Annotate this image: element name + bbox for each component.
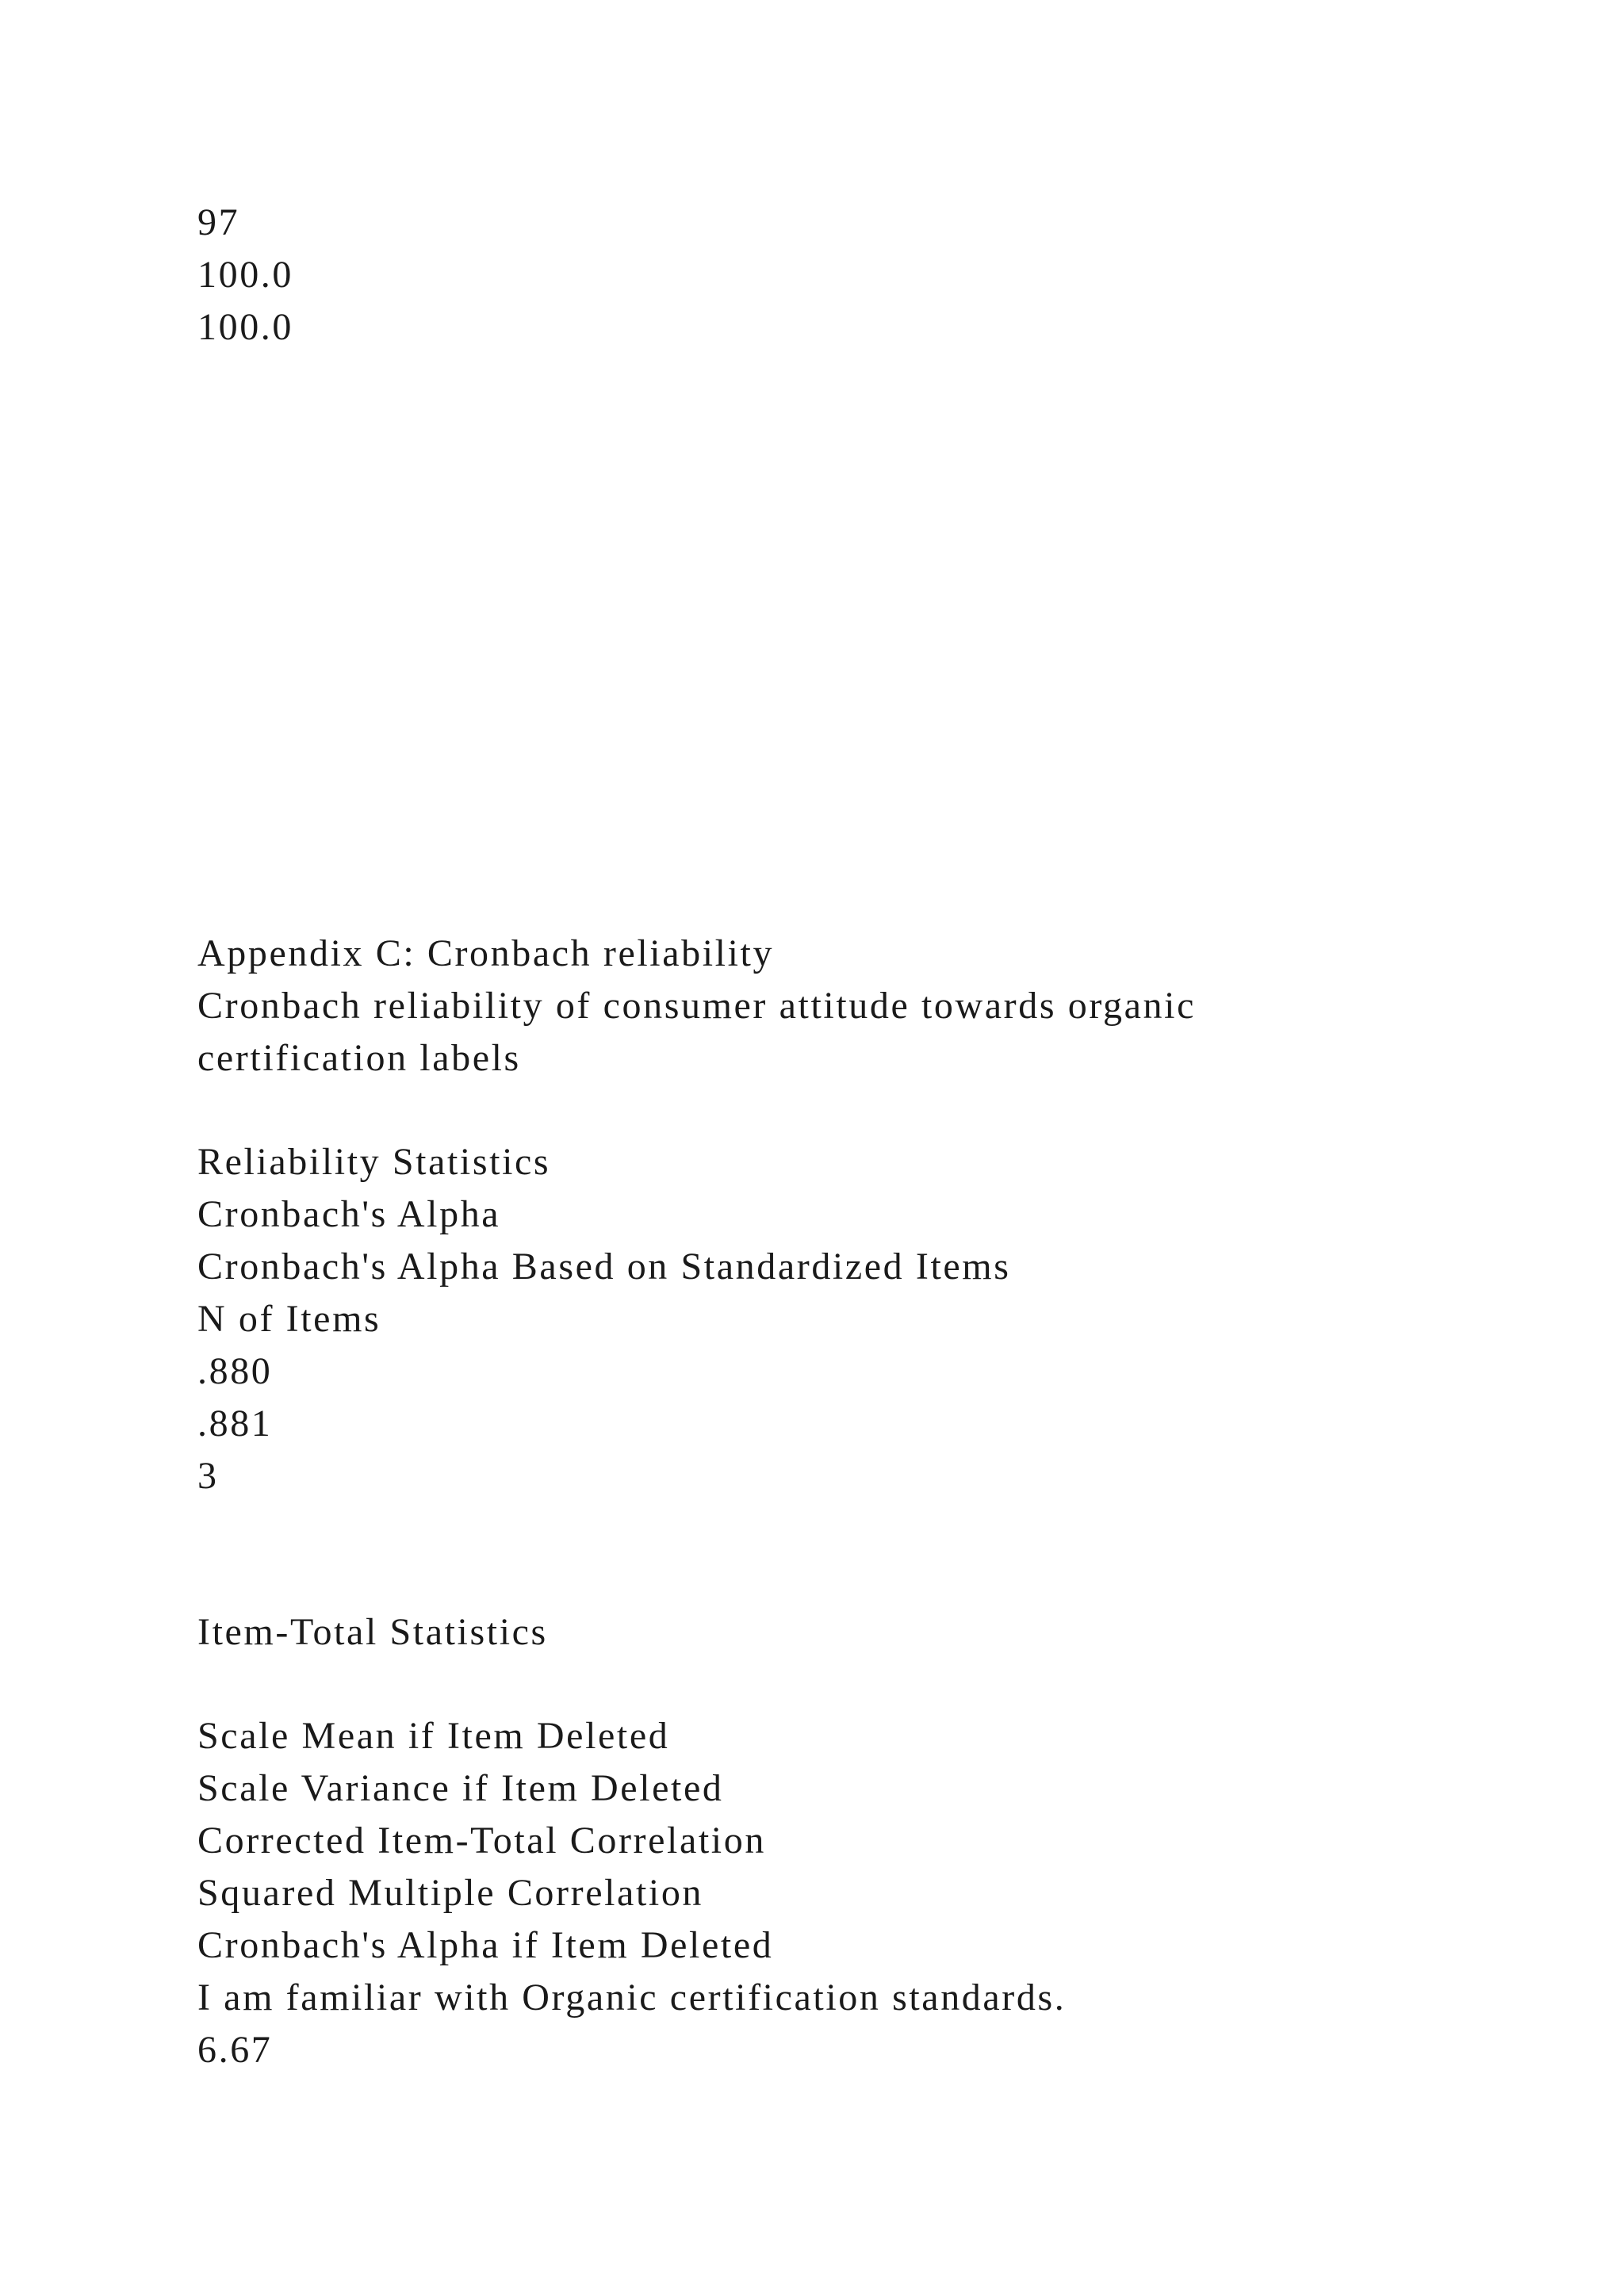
appendix-heading: Appendix C: Cronbach reliability — [197, 932, 775, 974]
item-total-row-label: I am familiar with Organic certification standards. — [197, 1976, 1067, 2019]
top-value-percent: 100.0 — [197, 254, 293, 296]
item-total-header-squared-multiple-correlation: Squared Multiple Correlation — [197, 1872, 704, 1914]
reliability-value-alpha-standardized: .881 — [197, 1402, 273, 1445]
item-total-header-scale-mean: Scale Mean if Item Deleted — [197, 1715, 670, 1757]
appendix-subtitle-line-1: Cronbach reliability of consumer attitude towards organic — [197, 985, 1196, 1027]
reliability-header-n-items: N of Items — [197, 1298, 381, 1340]
reliability-value-n-items: 3 — [197, 1455, 219, 1497]
top-value-cumulative-percent: 100.0 — [197, 306, 293, 348]
top-value-count: 97 — [197, 201, 240, 243]
reliability-value-alpha: .880 — [197, 1350, 273, 1392]
reliability-statistics-title: Reliability Statistics — [197, 1141, 551, 1183]
appendix-subtitle-line-2: certification labels — [197, 1037, 521, 1079]
item-total-statistics-title: Item-Total Statistics — [197, 1611, 548, 1653]
reliability-header-alpha: Cronbach's Alpha — [197, 1193, 501, 1235]
item-total-header-corrected-correlation: Corrected Item-Total Correlation — [197, 1820, 766, 1862]
item-total-header-alpha-if-deleted: Cronbach's Alpha if Item Deleted — [197, 1924, 774, 1966]
item-total-row-scale-mean: 6.67 — [197, 2029, 273, 2071]
item-total-header-scale-variance: Scale Variance if Item Deleted — [197, 1767, 724, 1809]
reliability-header-alpha-standardized: Cronbach's Alpha Based on Standardized Items — [197, 1246, 1011, 1288]
